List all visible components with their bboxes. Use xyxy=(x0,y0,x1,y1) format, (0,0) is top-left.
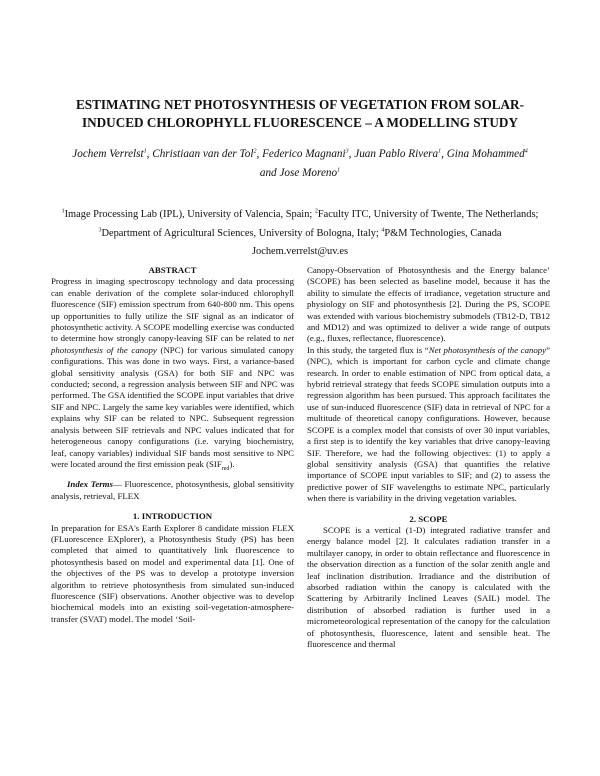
scope-heading: 2. SCOPE xyxy=(409,513,448,524)
scope-text: SCOPE is a vertical (1-D) integrated radiative transfer and energy balance model [2]. It calculates radiation transfer in a multilayer canopy, in order to obtain reflectance and fluorescence in the observation direction as a function of the solar zenith angle and leaf inclination distribution. Irradiance and the distribution of absorbed radiation within the canopy is calculated with the Scattering by Arbitrarily Inclined Leaves (SAIL) model. The distribution of absorbed radiation is further used in a micrometeorological representation of the canopy for the calculation of photosynthesis, fluorescence, latent and sensible heat. The fluorescence and thermal xyxy=(307,524,550,649)
abstract-heading: ABSTRACT xyxy=(148,265,197,275)
author: Jochem Verrelst$^1$ xyxy=(72,148,147,160)
affiliations: $^1$Image Processing Lab (IPL), University of Valencia, Spain; $^2$Faculty ITC, University of Twente, The Netherlands; $^3$Department of Agricultural Sciences, University of Bologna, Italy; $^4$P&M Technologies, Canada Jochem.verrelst@uv.es xyxy=(61,208,539,257)
study-paragraph: In this study, the targeted flux is “Net photosynthesis of the canopy” (NPC), which is important for carbon cycle and climate change research. In order to enable estimation of NPC from optical data, a hybrid retrieval strategy that feeds SCOPE simulation outputs into a regression algorithm has been pursued. This approach facilitates the use of sun-induced fluorescence (SIF) data in retrieval of NPC for a multitude of theoretical canopy configurations. However, because SCOPE is a complex model that consists of over 30 input variables, a first step is to identify the key variables that drive canopy-leaving SIF. Therefore, we had the following objectives: (1) to apply a global sensitivity analysis (GSA) that quantifies the relative importance of SCOPE input variables to SIF; and (2) to assess the predictive power of SIF wavelengths to estimate NPC, particularly when there is variability in the driving vegetation variables. xyxy=(307,344,550,504)
introduction-text: In preparation for ESA's Earth Explorer 8 candidate mission FLEX (FLuorescence EXplorer), a Photosynthesis Study (PS) has been completed that aimed to quantitatively link fluorescence to photosynthesis based on model and experimental data [1]. One of the objectives of the PS was to develop a prototype inversion algorithm to retrieve photosynthesis from simulated sun-induced fluorescence (SIF) observations. Another objective was to develop biochemical models into an existing soil-vegetation-atmosphere-transfer (SVAT) model. The model ‘Soil- xyxy=(51,522,294,624)
author: Gina Mohammed$^4$ xyxy=(446,148,528,160)
paper-title: ESTIMATING NET PHOTOSYNTHESIS OF VEGETATION FROM SOLAR-INDUCED CHLOROPHYLL FLUORESCENCE – A MODELLING STUDY xyxy=(76,97,524,130)
right-column xyxy=(307,265,550,650)
author: Juan Pablo Rivera$^1$ xyxy=(354,148,442,160)
introduction-continued: Canopy-Observation of Photosynthesis and the Energy balance’ (SCOPE) has been selected as baseline model, because it has the ability to simulate the effects of irradiance, vegetation structure and physiology on SIF and photosynthesis [2]. During the PS, SCOPE was extended with various biochemistry submodels (TB12-D, TB12 and MD12) and was optimized to deliver a wide range of outputs (e.g., fluxes, reflectance, fluorescence). xyxy=(307,265,550,344)
email[interactable]: Jochem.verrelst@uv.es xyxy=(251,246,349,257)
author: Jose Moreno$^1$ xyxy=(279,167,341,179)
author-list: Jochem Verrelst$^1$, Christiaan van der Tol$^2$, Federico Magnani$^3$, Juan Pablo Rivera$^1$, Gina Mohammed$^4$ and Jose Moreno$^1$ xyxy=(72,148,528,179)
author: Christiaan van der Tol$^2$ xyxy=(152,148,257,160)
author: Federico Magnani$^3$ xyxy=(262,148,349,160)
left-column xyxy=(51,265,294,625)
abstract-text: Progress in imaging spectroscopy technology and data processing can enable derivation of the complete solar-induced chlorophyll fluorescence (SIF) emission spectrum from 640-800 nm. This opens up opportunities to fully utilize the SIF signal as an indicator of photosynthetic activity. A SCOPE modelling exercise was conducted to determine how strongly canopy-leaving SIF can be related to net photosynthesis of the canopy (NPC) for various simulated canopy configurations. This was done in two ways. First, a variance-based global sensitivity analysis (GSA) for both SIF and NPC was conducted; second, a regression analysis between SIF and NPC was performed. The GSA identified the SCOPE input variables that drive SIF and NPC. Largely the same key variables were identified, which explains why SIF can be related to NPC. Subsequent regression analysis between SIF retrievals and NPC values indicated that for heterogeneous canopy configurations (i.e. varying biochemistry, leaf, canopy variables) individual SIF bands most sensitive to NPC were located around the first emission peak $(SIF_{red})$. xyxy=(51,276,294,472)
index-terms: Index Terms— Fluorescence, photosynthesis, global sensitivity analysis, retrieval, FLEX xyxy=(51,479,294,501)
introduction-heading: 1. INTRODUCTION xyxy=(132,511,213,522)
